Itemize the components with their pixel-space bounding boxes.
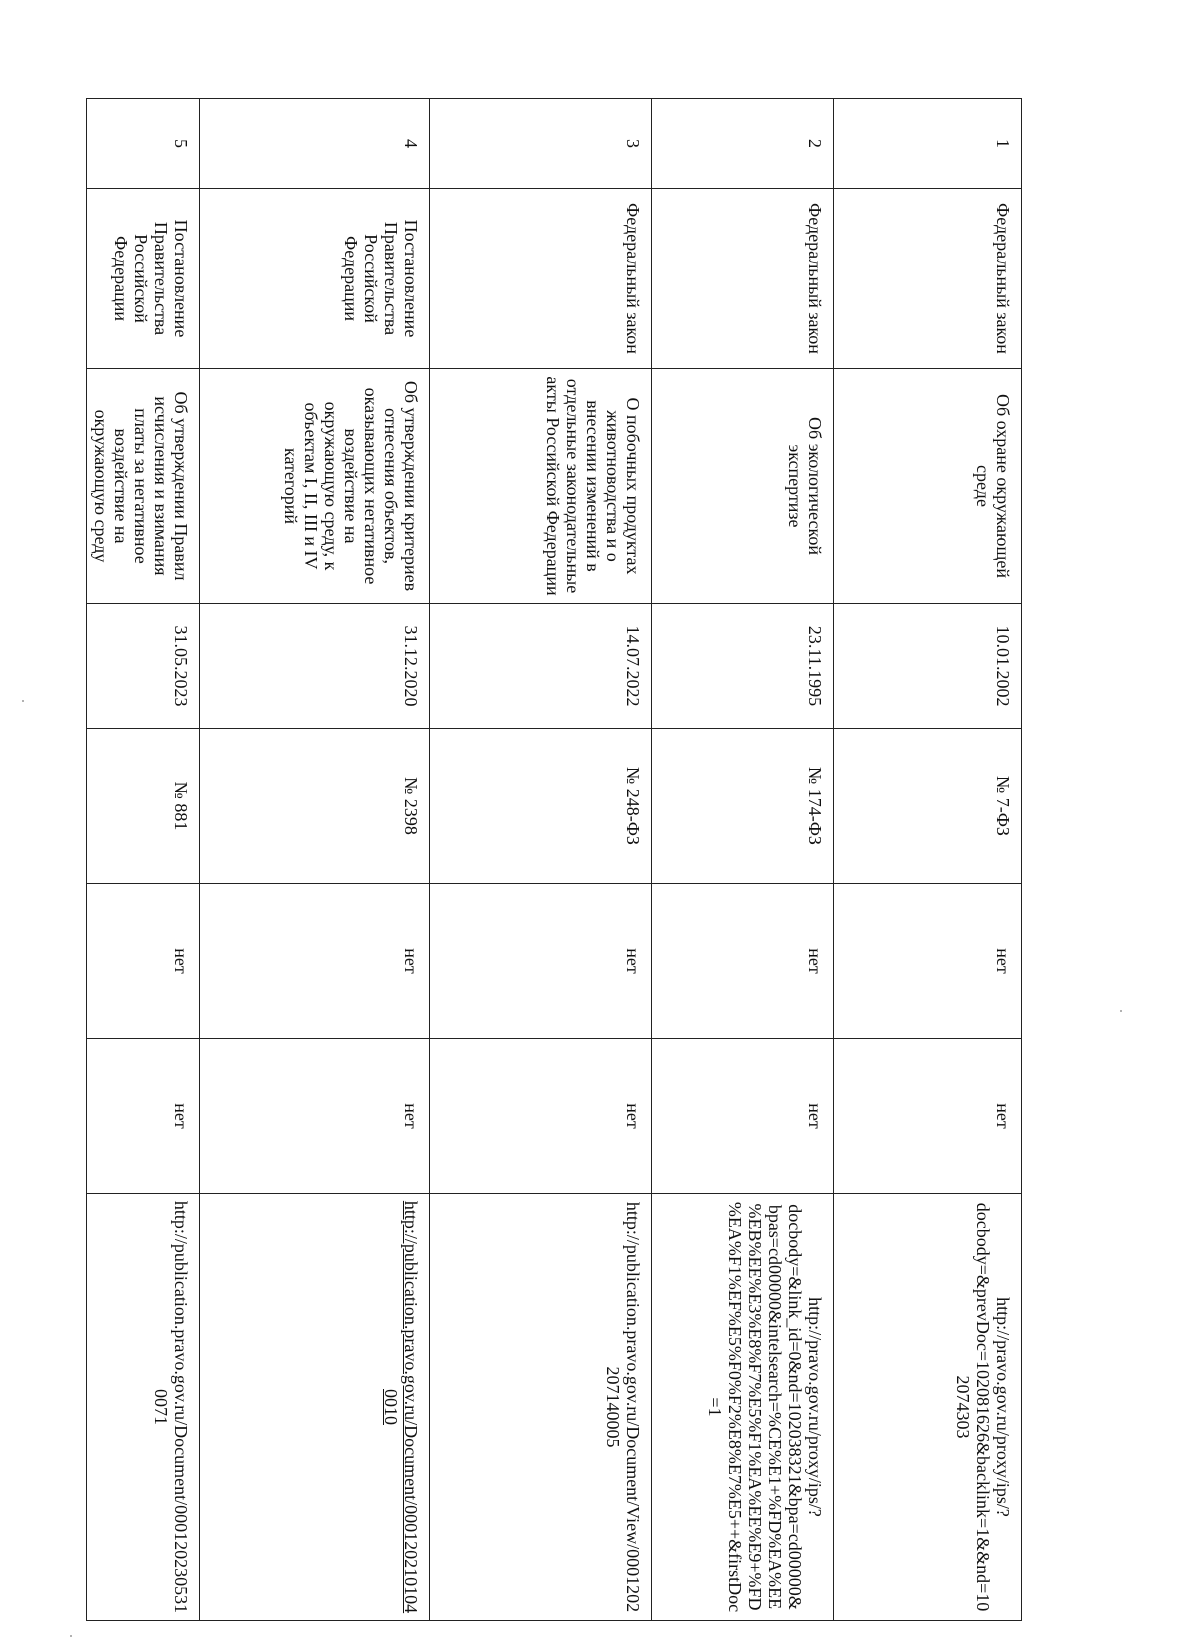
table-row [430, 99, 652, 1621]
act-title: О побочных продуктах животноводства и о внесении изменений в отдельные законодательные акты Российской Федерации [430, 369, 652, 604]
act-title: Об утверждении Правил исчисления и взимания платы за негативное воздействие на окружающую среду [87, 369, 200, 604]
act-number: № 881 [87, 729, 200, 884]
cell-col6: нет [834, 884, 1022, 1039]
act-date: 23.11.1995 [652, 604, 834, 729]
link-cell [834, 1194, 1022, 1621]
act-title: Об экологической экспертизе [652, 369, 834, 604]
cell-col6: нет [87, 884, 200, 1039]
act-type: Федеральный закон [652, 189, 834, 369]
table-row [200, 99, 430, 1621]
table-row [834, 99, 1022, 1621]
cell-col6: нет [200, 884, 430, 1039]
act-type: Постановление Правительства Российской Федерации [87, 189, 200, 369]
table-row [87, 99, 200, 1621]
legal-acts-table [86, 98, 1022, 1621]
act-title: Об утверждении критериев отнесения объектов, оказывающих негативное воздействие на окружающую среду, к объектам I, II, III и IV категорий [200, 369, 430, 604]
row-number: 3 [430, 99, 652, 189]
link-cell [652, 1194, 834, 1621]
act-date: 14.07.2022 [430, 604, 652, 729]
act-number: № 2398 [200, 729, 430, 884]
cell-col7: нет [652, 1039, 834, 1194]
link-cell [200, 1194, 430, 1621]
act-number: № 174-ФЗ [652, 729, 834, 884]
scan-speck [70, 1635, 72, 1637]
act-type: Федеральный закон [834, 189, 1022, 369]
scan-speck [22, 700, 24, 702]
act-number: № 7-ФЗ [834, 729, 1022, 884]
act-link[interactable]: http://pravo.gov.ru/proxy/ips/?docbody=&prevDoc=102081626&backlink=1&&nd=102074303 [953, 1202, 1013, 1612]
row-number: 4 [200, 99, 430, 189]
rotated-table-container [91, 98, 1022, 1620]
act-date: 31.05.2023 [87, 604, 200, 729]
row-number: 1 [834, 99, 1022, 189]
act-type: Постановление Правительства Российской Федерации [200, 189, 430, 369]
act-date: 10.01.2002 [834, 604, 1022, 729]
cell-col7: нет [200, 1039, 430, 1194]
act-link[interactable]: http://pravo.gov.ru/proxy/ips/?docbody=&link_id=0&nd=102038321&bpa=cd00000&bpas=cd00000&intelsearch=%CE%E1+%FD%EA%EE%EB%EE%E3%E8%F7%E5%F1%EA%EE%E9+%FD%EA%F1%EF%E5%F0%F2%E8%E7%E5++&firstDoc=1 [705, 1201, 825, 1613]
act-title: Об охране окружающей среде [834, 369, 1022, 604]
cell-col7: нет [87, 1039, 200, 1194]
act-type: Федеральный закон [430, 189, 652, 369]
scan-speck [1120, 1010, 1122, 1012]
act-number: № 248-ФЗ [430, 729, 652, 884]
act-link[interactable]: http://publication.pravo.gov.ru/Document/View/0001202207140005 [603, 1201, 643, 1613]
cell-col7: нет [430, 1039, 652, 1194]
cell-col6: нет [652, 884, 834, 1039]
act-link[interactable]: http://publication.pravo.gov.ru/Document/0001202305310071 [151, 1200, 191, 1614]
cell-col7: нет [834, 1039, 1022, 1194]
cell-col6: нет [430, 884, 652, 1039]
table-row [652, 99, 834, 1621]
row-number: 5 [87, 99, 200, 189]
row-number: 2 [652, 99, 834, 189]
act-date: 31.12.2020 [200, 604, 430, 729]
link-cell [87, 1194, 200, 1621]
act-link[interactable]: http://publication.pravo.gov.ru/Document/0001202101040010 [381, 1200, 421, 1614]
link-cell [430, 1194, 652, 1621]
